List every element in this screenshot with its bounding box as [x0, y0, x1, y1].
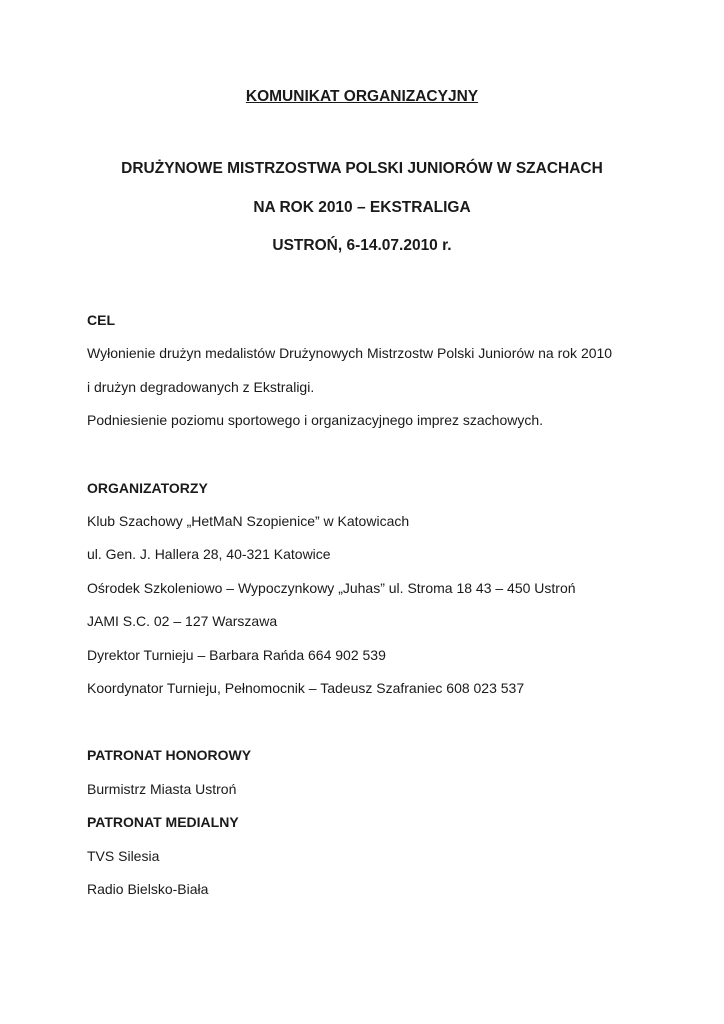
organizatorzy-line: Ośrodek Szkoleniowo – Wypoczynkowy „Juhas” ul. Stroma 18 43 – 450 Ustroń	[87, 580, 576, 596]
organizatorzy-line: JAMI S.C. 02 – 127 Warszawa	[87, 613, 278, 629]
section-heading-patronat-medialny: PATRONAT MEDIALNY	[87, 814, 239, 830]
document-title: KOMUNIKAT ORGANIZACYJNY	[245, 88, 479, 105]
cel-line: i drużyn degradowanych z Ekstraligi.	[87, 379, 315, 395]
section-heading-cel: CEL	[87, 312, 115, 328]
section-heading-organizatorzy: ORGANIZATORZY	[87, 480, 208, 496]
section-heading-patronat-honorowy: PATRONAT HONOROWY	[87, 747, 252, 763]
organizatorzy-line: Koordynator Turnieju, Pełnomocnik – Tadeusz Szafraniec 608 023 537	[87, 680, 525, 696]
organizatorzy-line: Klub Szachowy „HetMaN Szopienice” w Katowicach	[87, 513, 410, 529]
cel-line: Podniesienie poziomu sportowego i organizacyjnego imprez szachowych.	[87, 412, 544, 428]
cel-line: Wyłonienie drużyn medalistów Drużynowych Mistrzostw Polski Juniorów na rok 2010	[87, 345, 613, 361]
organizatorzy-line: ul. Gen. J. Hallera 28, 40-321 Katowice	[87, 546, 331, 562]
event-title: DRUŻYNOWE MISTRZOSTWA POLSKI JUNIORÓW W SZACHACH	[121, 160, 603, 177]
event-subtitle: NA ROK 2010 – EKSTRALIGA	[253, 199, 471, 216]
patronat-honorowy-line: Burmistrz Miasta Ustroń	[87, 781, 237, 797]
organizatorzy-line: Dyrektor Turnieju – Barbara Rańda 664 902 539	[87, 647, 386, 663]
patronat-medialny-line: TVS Silesia	[87, 848, 160, 864]
event-place-date: USTROŃ, 6-14.07.2010 r.	[272, 237, 452, 254]
patronat-medialny-line: Radio Bielsko-Biała	[87, 881, 209, 897]
